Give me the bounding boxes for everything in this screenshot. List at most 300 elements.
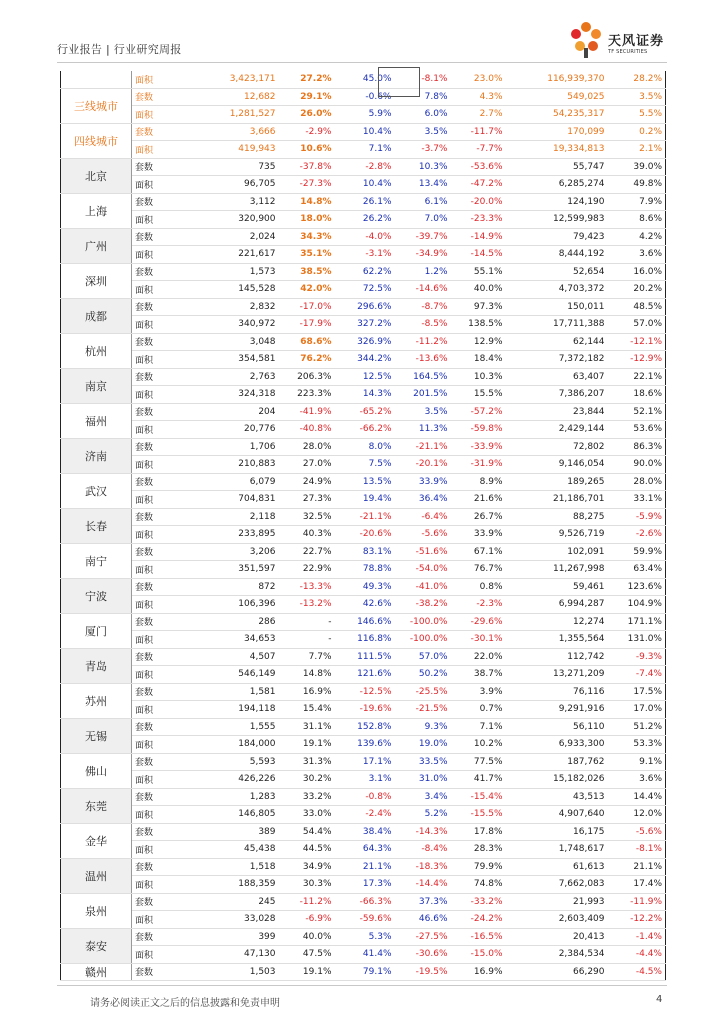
data-cell: 13.5% [335,473,395,491]
metric-label: 套数 [132,858,205,876]
table-row [61,456,666,474]
table-row [61,368,666,386]
data-cell: 187,762 [506,753,608,771]
data-cell: 426,226 [205,771,279,789]
data-cell: 29.1% [279,88,335,106]
data-cell: 19.1% [279,963,335,981]
city-name [61,71,132,88]
table-row [61,841,666,859]
data-cell: 26.1% [335,193,395,211]
data-cell: 16.9% [451,963,506,981]
data-cell: 53.3% [608,736,666,754]
data-cell: -1.4% [608,928,666,946]
data-cell: -8.7% [395,298,451,316]
header-divider [57,62,667,63]
data-cell: 40.0% [279,928,335,946]
table-row [61,736,666,754]
data-cell: 296.6% [335,298,395,316]
metric-label: 套数 [132,788,205,806]
metric-label: 面积 [132,351,205,369]
data-cell: 67.1% [451,543,506,561]
data-cell: -38.2% [395,596,451,614]
data-cell: 6,079 [205,473,279,491]
metric-label: 面积 [132,911,205,929]
city-name: 深圳 [61,263,132,298]
data-cell: 8,444,192 [506,246,608,264]
data-cell: 76.2% [279,351,335,369]
data-cell: 66,290 [506,963,608,981]
table-row [61,823,666,841]
data-cell: 52.1% [608,403,666,421]
data-cell: -2.9% [279,123,335,141]
data-cell: 7,662,083 [506,876,608,894]
data-cell: 79.9% [451,858,506,876]
metric-label: 面积 [132,386,205,404]
data-cell: 28.0% [279,438,335,456]
metric-label: 套数 [132,403,205,421]
data-cell: -11.2% [395,333,451,351]
data-cell: -27.5% [395,928,451,946]
data-cell: 78.8% [335,561,395,579]
data-cell: -8.4% [395,841,451,859]
data-cell: 549,025 [506,88,608,106]
data-cell: -9.3% [608,648,666,666]
metric-label: 面积 [132,316,205,334]
data-cell: 327.2% [335,316,395,334]
table-row [61,596,666,614]
data-cell: 0.7% [451,701,506,719]
data-cell: 12.9% [451,333,506,351]
data-cell: -11.2% [279,893,335,911]
data-cell: 15,182,026 [506,771,608,789]
data-cell: 1,706 [205,438,279,456]
data-cell: 56,110 [506,718,608,736]
data-cell: 5,593 [205,753,279,771]
data-cell: 15.4% [279,701,335,719]
metric-label: 面积 [132,946,205,964]
data-cell: 55.1% [451,263,506,281]
metric-label: 套数 [132,928,205,946]
data-cell: 123.6% [608,578,666,596]
data-cell: 111.5% [335,648,395,666]
data-cell: 24.9% [279,473,335,491]
data-cell: 42.6% [335,596,395,614]
data-cell: 10.4% [335,176,395,194]
data-cell: 3,423,171 [205,71,279,88]
data-cell: 19.1% [279,736,335,754]
metric-label: 面积 [132,211,205,229]
data-cell: -19.6% [335,701,395,719]
data-cell: -30.6% [395,946,451,964]
data-cell: -34.9% [395,246,451,264]
data-cell: 4.2% [608,228,666,246]
data-cell: 15.5% [451,386,506,404]
data-cell: 102,091 [506,543,608,561]
data-cell: -11.9% [608,893,666,911]
metric-label: 套数 [132,963,205,981]
city-name: 福州 [61,403,132,438]
data-cell: 96,705 [205,176,279,194]
data-cell: 76.7% [451,561,506,579]
data-cell: - [279,613,335,631]
data-cell: 1,518 [205,858,279,876]
data-cell: 37.3% [395,893,451,911]
data-cell: 45.0% [335,71,395,88]
data-cell: 63,407 [506,368,608,386]
table-row [61,123,666,141]
data-cell: 9.3% [395,718,451,736]
data-cell: 97.3% [451,298,506,316]
data-cell: 34.9% [279,858,335,876]
data-cell: 184,000 [205,736,279,754]
data-cell: 72,802 [506,438,608,456]
data-cell: 27.3% [279,491,335,509]
data-cell: 61,613 [506,858,608,876]
data-cell: 26.2% [335,211,395,229]
data-cell: -21.1% [335,508,395,526]
data-cell: 112,742 [506,648,608,666]
table-row [61,701,666,719]
table-row [61,333,666,351]
data-cell: -51.6% [395,543,451,561]
city-name: 四线城市 [61,123,132,158]
data-cell: -41.9% [279,403,335,421]
data-cell: -7.7% [451,141,506,159]
table-row [61,753,666,771]
data-cell: 16,175 [506,823,608,841]
data-cell: 12,599,983 [506,211,608,229]
data-cell: -30.1% [451,631,506,649]
data-cell: -29.6% [451,613,506,631]
data-cell: -11.7% [451,123,506,141]
data-cell: 20,413 [506,928,608,946]
data-cell: 33.5% [395,753,451,771]
data-cell: 124,190 [506,193,608,211]
data-cell: 21.1% [608,858,666,876]
data-cell: 47,130 [205,946,279,964]
metric-label: 面积 [132,771,205,789]
data-cell: 4,907,640 [506,806,608,824]
data-cell: 210,883 [205,456,279,474]
data-cell: -66.2% [335,421,395,439]
data-cell: 2,118 [205,508,279,526]
data-cell: 6.1% [395,193,451,211]
data-cell: 704,831 [205,491,279,509]
data-cell: -14.9% [451,228,506,246]
data-cell: 72.5% [335,281,395,299]
data-cell: 0.2% [608,123,666,141]
data-cell: 34,653 [205,631,279,649]
city-name: 温州 [61,858,132,893]
data-cell: 150,011 [506,298,608,316]
data-cell: -17.0% [279,298,335,316]
metric-label: 面积 [132,841,205,859]
table-row [61,281,666,299]
table-row [61,911,666,929]
data-cell: 6,933,300 [506,736,608,754]
data-cell: 10.3% [451,368,506,386]
data-cell: 7.0% [395,211,451,229]
data-cell: 223.3% [279,386,335,404]
data-cell: -14.5% [451,246,506,264]
data-cell: -20.1% [395,456,451,474]
data-cell: 201.5% [395,386,451,404]
data-cell: -12.1% [608,333,666,351]
data-cell: 7,386,207 [506,386,608,404]
data-cell: -47.2% [451,176,506,194]
data-cell: 12,274 [506,613,608,631]
table-row [61,473,666,491]
metric-label: 面积 [132,666,205,684]
data-cell: 735 [205,158,279,176]
data-cell: -18.3% [395,858,451,876]
metric-label: 套数 [132,333,205,351]
metric-label: 套数 [132,123,205,141]
data-cell: -100.0% [395,631,451,649]
metric-label: 面积 [132,596,205,614]
city-name: 泰安 [61,928,132,963]
data-cell: 20.2% [608,281,666,299]
data-cell: 146.6% [335,613,395,631]
table-row [61,386,666,404]
table-row [61,421,666,439]
data-cell: 46.6% [395,911,451,929]
metric-label: 套数 [132,613,205,631]
data-cell: 14.4% [608,788,666,806]
data-cell: 872 [205,578,279,596]
data-cell: 9,526,719 [506,526,608,544]
table-row [61,683,666,701]
data-cell: 116.8% [335,631,395,649]
data-cell: 13,271,209 [506,666,608,684]
data-cell: 121.6% [335,666,395,684]
data-cell: 1,281,527 [205,106,279,124]
metric-label: 套数 [132,438,205,456]
data-cell: 59.9% [608,543,666,561]
data-cell: 5.5% [608,106,666,124]
data-cell: 22.7% [279,543,335,561]
data-cell: 2.1% [608,141,666,159]
city-name: 长春 [61,508,132,543]
data-cell: 21,993 [506,893,608,911]
header-title: 行业报告 | 行业研究周报 [57,43,182,56]
data-cell: -37.8% [279,158,335,176]
data-cell: 38.7% [451,666,506,684]
data-cell: 79,423 [506,228,608,246]
data-cell: 23,844 [506,403,608,421]
table-row [61,561,666,579]
metric-label: 面积 [132,281,205,299]
city-name: 济南 [61,438,132,473]
table-row [61,141,666,159]
city-name: 北京 [61,158,132,193]
table-row [61,648,666,666]
data-cell: -8.5% [395,316,451,334]
data-cell: 2,384,534 [506,946,608,964]
data-cell: 33.1% [608,491,666,509]
data-cell: -3.1% [335,246,395,264]
data-cell: 17.3% [335,876,395,894]
data-cell: -5.9% [608,508,666,526]
table-row [61,88,666,106]
city-name: 无锡 [61,718,132,753]
data-cell: 6.0% [395,106,451,124]
data-cell: 30.3% [279,876,335,894]
data-cell: 204 [205,403,279,421]
table-row [61,876,666,894]
data-cell: -12.5% [335,683,395,701]
data-cell: 164.5% [395,368,451,386]
data-cell: 138.5% [451,316,506,334]
highlight-box [378,67,420,97]
data-cell: 38.5% [279,263,335,281]
data-cell: -16.5% [451,928,506,946]
table-row [61,893,666,911]
data-cell: -20.6% [335,526,395,544]
data-cell: -15.4% [451,788,506,806]
data-cell: 21.6% [451,491,506,509]
metric-label: 面积 [132,106,205,124]
data-cell: 5.9% [335,106,395,124]
table-row [61,928,666,946]
data-cell: 51.2% [608,718,666,736]
data-cell: 2.7% [451,106,506,124]
data-cell: 12.0% [608,806,666,824]
data-cell: 419,943 [205,141,279,159]
data-cell: 324,318 [205,386,279,404]
metric-label: 套数 [132,298,205,316]
data-cell: 12,682 [205,88,279,106]
data-cell: 33.2% [279,788,335,806]
data-cell: 320,900 [205,211,279,229]
data-cell: 3,048 [205,333,279,351]
metric-label: 套数 [132,263,205,281]
table-row [61,666,666,684]
data-cell: 86.3% [608,438,666,456]
metric-label: 套数 [132,158,205,176]
data-cell: -6.9% [279,911,335,929]
data-cell: 2,832 [205,298,279,316]
data-cell: -41.0% [395,578,451,596]
data-cell: 88,275 [506,508,608,526]
data-cell: 7.1% [451,718,506,736]
data-cell: -4.4% [608,946,666,964]
data-cell: 146,805 [205,806,279,824]
city-name: 青岛 [61,648,132,683]
table-row [61,543,666,561]
data-cell: 546,149 [205,666,279,684]
data-cell: 2,763 [205,368,279,386]
table-row [61,438,666,456]
table-row [61,193,666,211]
data-cell: 4,703,372 [506,281,608,299]
data-cell: 52,654 [506,263,608,281]
data-cell: 33,028 [205,911,279,929]
metric-label: 面积 [132,631,205,649]
data-cell: -14.3% [395,823,451,841]
city-name: 广州 [61,228,132,263]
data-cell: 170,099 [506,123,608,141]
table-row [61,526,666,544]
data-cell: - [279,631,335,649]
data-cell: 57.0% [395,648,451,666]
data-cell: 28.3% [451,841,506,859]
data-cell: 10.3% [395,158,451,176]
data-cell: 389 [205,823,279,841]
logo-petals-icon [566,18,608,60]
metric-label: 面积 [132,701,205,719]
city-name: 金华 [61,823,132,858]
footer-divider [57,985,667,986]
data-cell: 50.2% [395,666,451,684]
data-cell: 49.3% [335,578,395,596]
metric-label: 面积 [132,806,205,824]
metric-label: 套数 [132,508,205,526]
city-name: 泉州 [61,893,132,928]
city-name: 上海 [61,193,132,228]
data-cell: 3.5% [395,123,451,141]
data-cell: 1,581 [205,683,279,701]
data-cell: 33.9% [451,526,506,544]
data-cell: 1,283 [205,788,279,806]
city-name: 苏州 [61,683,132,718]
data-cell: 12.5% [335,368,395,386]
data-cell: -59.8% [451,421,506,439]
data-cell: 21,186,701 [506,491,608,509]
metric-label: 套数 [132,893,205,911]
data-cell: 68.6% [279,333,335,351]
data-cell: 76,116 [506,683,608,701]
data-cell: 1,748,617 [506,841,608,859]
data-cell: -4.5% [608,963,666,981]
table-row [61,491,666,509]
data-cell: -14.4% [395,876,451,894]
table-row [61,211,666,229]
data-cell: 1.2% [395,263,451,281]
data-cell: -21.1% [395,438,451,456]
metric-label: 面积 [132,526,205,544]
data-cell: -0.6% [335,88,395,106]
metric-label: 套数 [132,578,205,596]
data-cell: -24.2% [451,911,506,929]
data-cell: 233,895 [205,526,279,544]
data-cell: -33.9% [451,438,506,456]
data-cell: -0.8% [335,788,395,806]
data-cell: 17.4% [608,876,666,894]
data-cell: 145,528 [205,281,279,299]
data-cell: 194,118 [205,701,279,719]
data-cell: 10.6% [279,141,335,159]
data-cell: 1,573 [205,263,279,281]
data-cell: 34.3% [279,228,335,246]
table-row [61,246,666,264]
data-cell: 245 [205,893,279,911]
data-cell: -7.4% [608,666,666,684]
data-cell: 2,024 [205,228,279,246]
metric-label: 套数 [132,473,205,491]
city-name: 宁波 [61,578,132,613]
data-cell: 77.5% [451,753,506,771]
data-cell: 22.0% [451,648,506,666]
data-cell: 2,429,144 [506,421,608,439]
table-row [61,298,666,316]
data-cell: -5.6% [608,823,666,841]
data-cell: 4,507 [205,648,279,666]
data-cell: 3,666 [205,123,279,141]
data-cell: 62,144 [506,333,608,351]
data-cell: -8.1% [608,841,666,859]
data-cell: 21.1% [335,858,395,876]
